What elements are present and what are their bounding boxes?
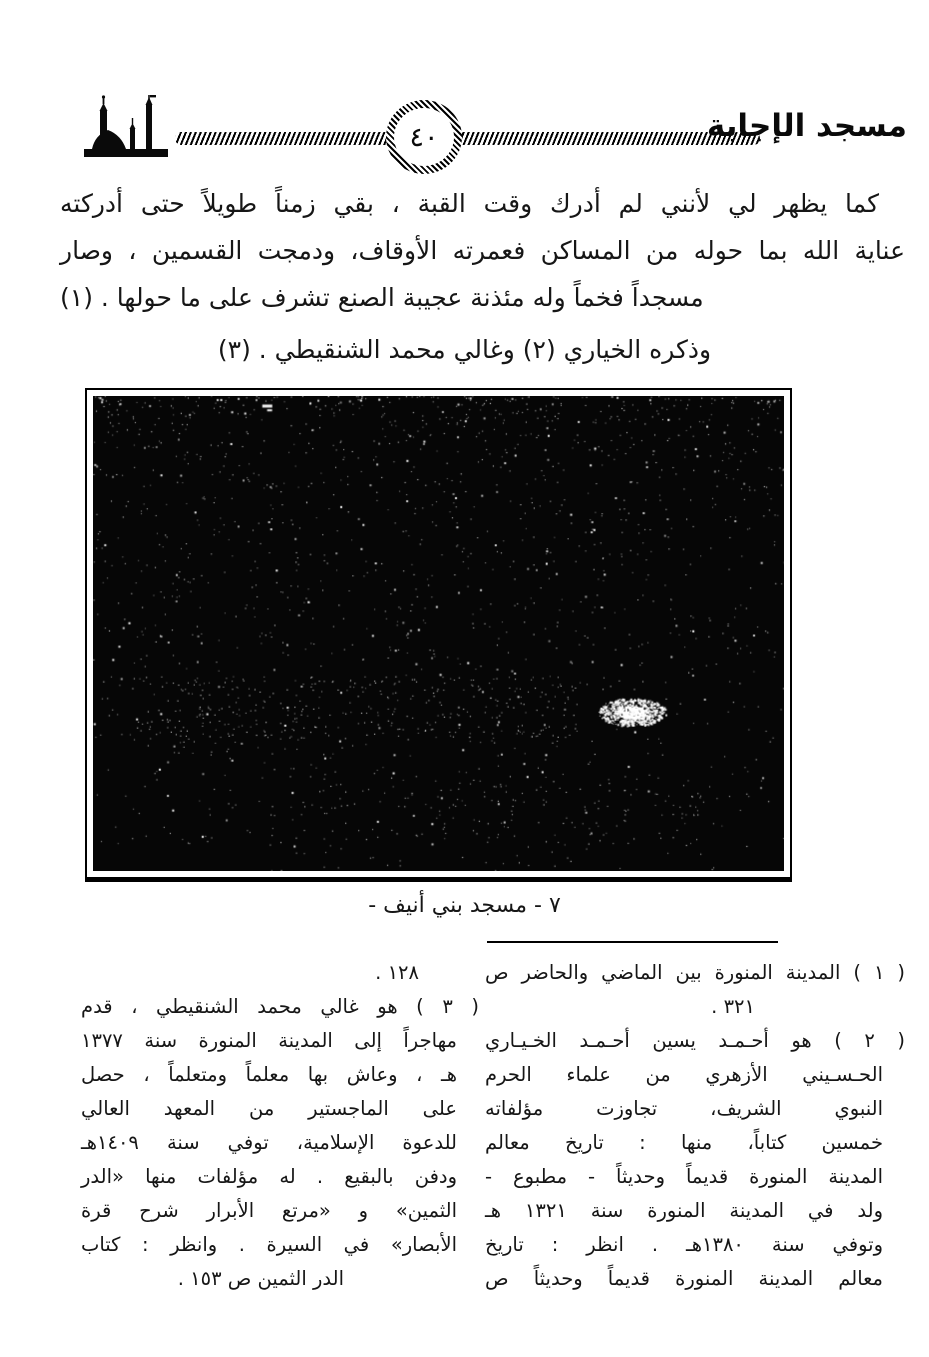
footnote-1: [485, 956, 905, 1024]
footnote-line: هـ ، وعاش بها معلماً ومتعلماً ، حصل: [81, 1063, 457, 1086]
body-paragraph-2: وذكره الخياري (٢) وغالي محمد الشنقيطي . (٣): [217, 335, 712, 364]
footnote-line: على الماجستير من المعهد العالي: [81, 1097, 457, 1120]
footnote-line: ١٢٨ .: [375, 961, 419, 984]
footnote-line: الأبصار» في السيرة . وانظر : كتاب: [81, 1233, 457, 1256]
footnote-column-right: [485, 956, 905, 1296]
text-line: كما يظهر لي لأنني لم أدرك وقت القبة ، بقي زمناً طويلاً حتى أدركته: [60, 189, 879, 218]
footnote-line: وتوفي سنة ١٣٨٠هـ . انظر : تاريخ: [485, 1233, 883, 1256]
footnote-line: ( ٢ ) هو أحـمـد يسين أحـمـد الخـيـاري: [485, 1029, 905, 1052]
figure-caption: ٧ - مسجد بني أنيف -: [368, 893, 561, 918]
footnote-line: النبوي الشريف، تجاوزت مؤلفاته: [485, 1097, 883, 1120]
running-head-title: مسجد الإجابة: [706, 108, 907, 144]
page-header: [0, 92, 929, 188]
text-line: مسجداً فخماً وله مئذنة عجيبة الصنع تشرف على ما حولها . (١): [60, 283, 704, 312]
footnote-line: خمسين كتاباً، منها : تاريخ معالم: [485, 1131, 883, 1154]
footnotes-section: [26, 956, 905, 1296]
mosque-silhouette-icon: [84, 94, 168, 160]
footnote-line: ( ٣ ) هو غالي محمد الشنقيطي ، قدم: [81, 995, 479, 1018]
photo: [93, 396, 784, 871]
body-paragraph-1: [60, 180, 905, 321]
footnote-3: [81, 956, 479, 1296]
footnote-line: الثمين» و «مرتع الأبرار شرح قرة: [81, 1199, 457, 1222]
footnote-separator: [487, 941, 778, 943]
footnote-line: ودفن بالبقيع . له مؤلفات منها «الدر: [81, 1165, 457, 1188]
footnote-line: معالم المدينة المنورة قديماً وحديثاً ص: [485, 1267, 883, 1290]
page-number-badge: [386, 100, 462, 174]
footnote-line: ولد في المدينة المنورة سنة ١٣٢١ هـ: [485, 1199, 883, 1222]
footnote-line: مهاجراً إلى المدينة المنورة سنة ١٣٧٧: [81, 1029, 457, 1052]
text-line: عناية الله بما حوله من المساكن فعمرته الأوقاف، ودمجت القسمين ، وصار: [60, 236, 905, 265]
footnote-line: الدر الثمين ص ١٥٣ .: [177, 1267, 344, 1290]
footnote-line: المدينة المنورة قديماً وحديثاً - مطبوع -: [485, 1165, 883, 1188]
decorative-rope-rule: [175, 132, 760, 145]
figure-frame: [85, 388, 792, 882]
footnote-line: ٣٢١ .: [711, 995, 755, 1018]
footnote-line: الحـسـيني الأزهري من علماء الحرم: [485, 1063, 883, 1086]
footnote-2: [485, 1024, 905, 1296]
footnote-line: للدعوة الإسلامية، توفي سنة ١٤٠٩هـ: [81, 1131, 457, 1154]
page-number: ٤٠: [394, 108, 454, 166]
footnote-line: ( ١ ) المدينة المنورة بين الماضي والحاضر ص: [485, 961, 906, 984]
footnote-column-left: [81, 956, 479, 1296]
